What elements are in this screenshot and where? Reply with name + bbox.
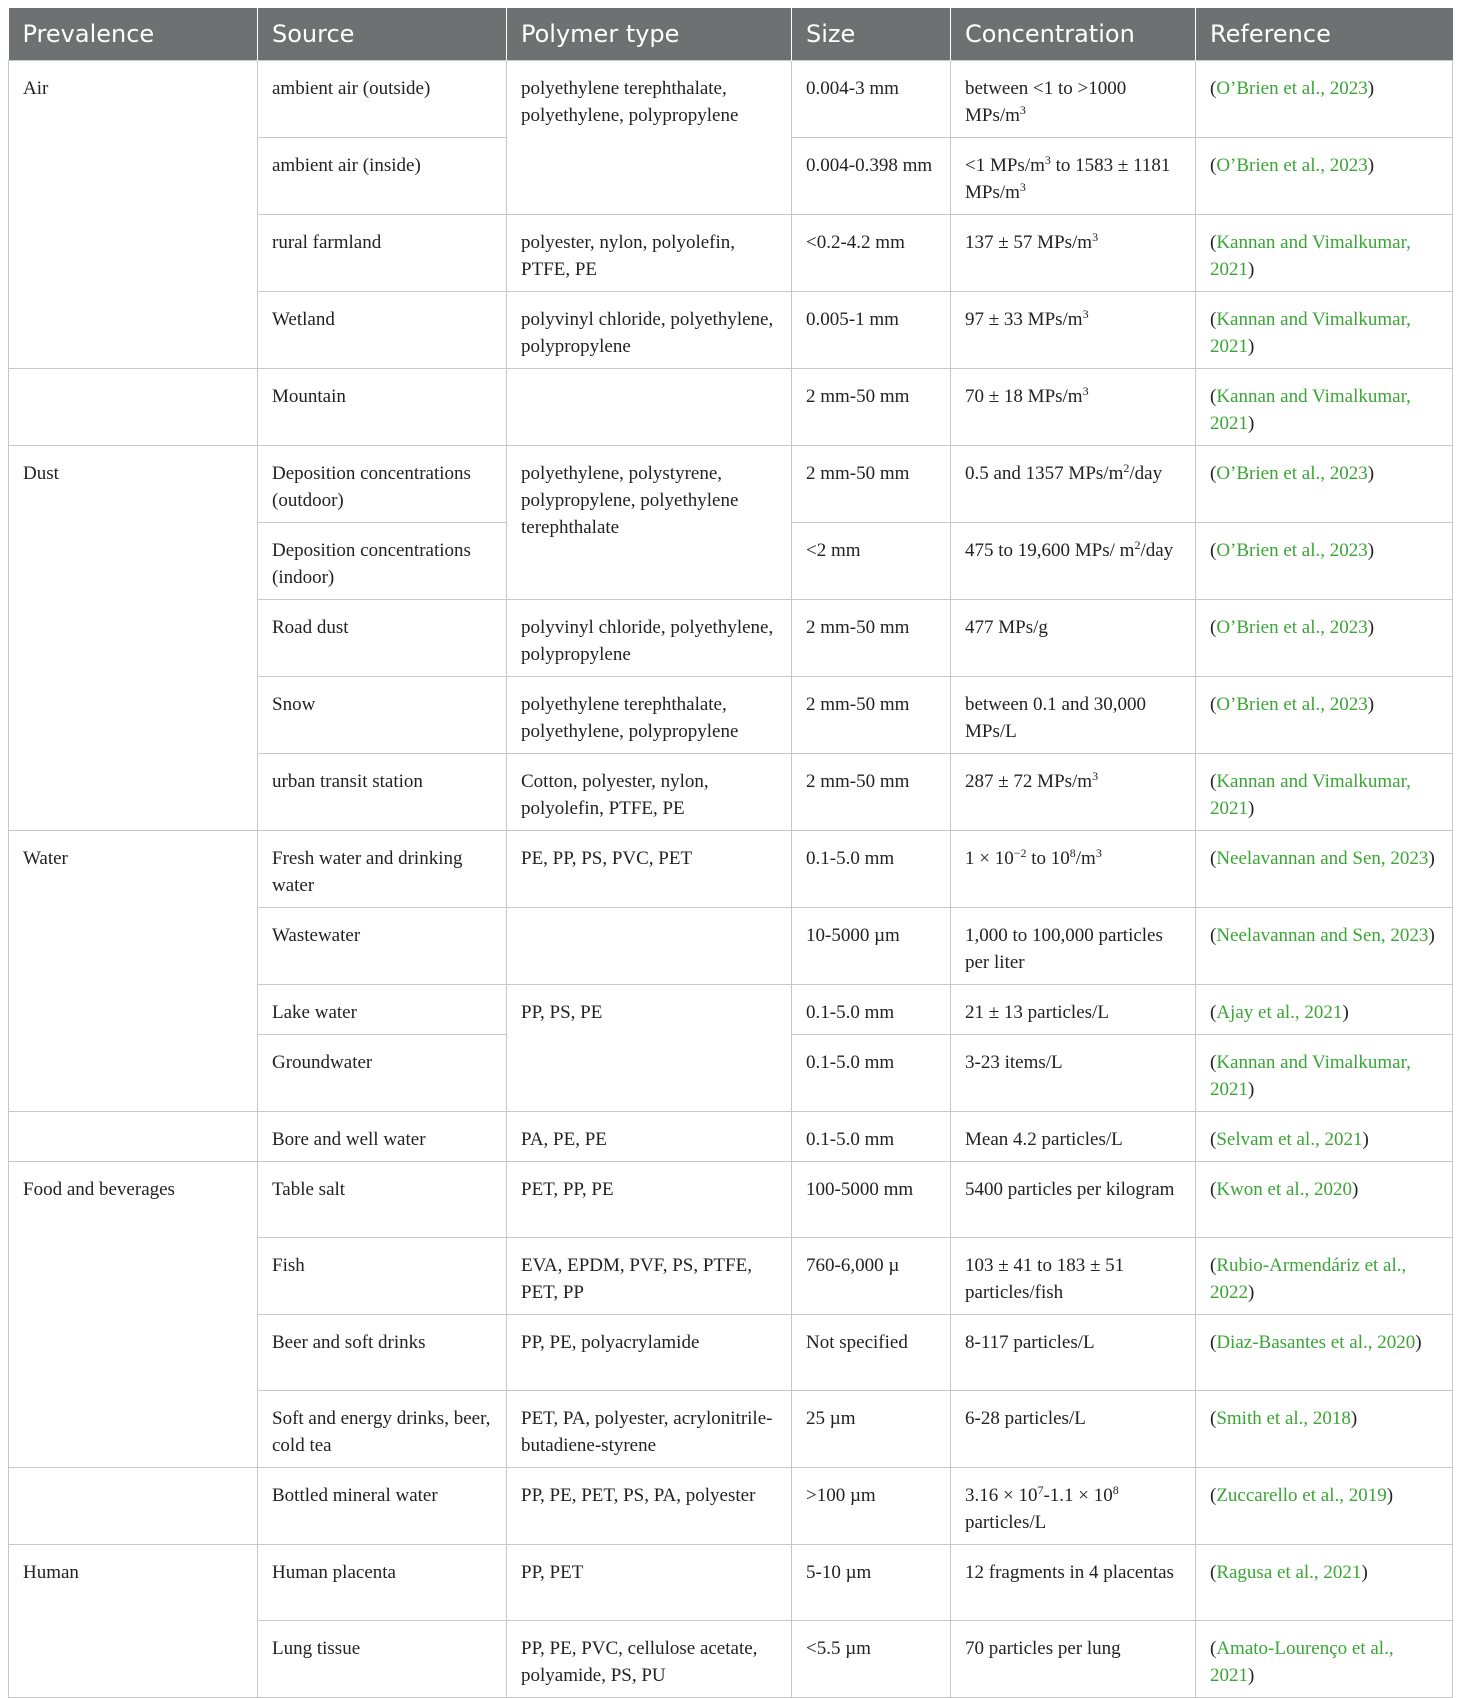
reference-link[interactable]: Smith et al., 2018 <box>1216 1407 1351 1429</box>
table-row <box>9 1111 1453 1161</box>
polymer-cell: PP, PET <box>507 1544 792 1620</box>
reference-link[interactable]: O’Brien et al., 2023 <box>1216 539 1368 561</box>
size-cell: 0.1-5.0 mm <box>792 984 951 1034</box>
reference-link[interactable]: Ragusa et al., 2021 <box>1216 1561 1362 1583</box>
size-cell: 5-10 µm <box>792 1544 951 1620</box>
size-cell: 100-5000 mm <box>792 1161 951 1237</box>
reference-link[interactable]: Diaz-Basantes et al., 2020 <box>1216 1331 1416 1353</box>
source-cell: Table salt <box>258 1161 507 1237</box>
reference-link[interactable]: Kannan and Vimalkumar, 2021 <box>1210 231 1411 280</box>
polymer-cell: PP, PE, polyacrylamide <box>507 1314 792 1390</box>
polymer-cell: polyethylene, polystyrene, polypropylene, polyethylene terephthalate <box>507 445 792 599</box>
polymer-cell: polyethylene terephthalate, polyethylene, polypropylene <box>507 676 792 753</box>
source-cell: Wastewater <box>258 907 507 984</box>
source-cell: Wetland <box>258 291 507 368</box>
source-cell: Bore and well water <box>258 1111 507 1161</box>
reference-cell: (Kannan and Vimalkumar, 2021) <box>1196 368 1453 445</box>
reference-link[interactable]: O’Brien et al., 2023 <box>1216 616 1368 638</box>
table-row <box>9 60 1453 137</box>
source-cell: Road dust <box>258 599 507 676</box>
polymer-cell: polyvinyl chloride, polyethylene, polypropylene <box>507 291 792 368</box>
reference-link[interactable]: Kannan and Vimalkumar, 2021 <box>1210 1051 1411 1100</box>
source-cell: Bottled mineral water <box>258 1467 507 1544</box>
concentration-cell: 0.5 and 1357 MPs/$m^2$/day <box>951 445 1196 522</box>
reference-link[interactable]: Neelavannan and Sen, 2023 <box>1216 924 1429 946</box>
concentration-cell: 3-23 items/L <box>951 1034 1196 1111</box>
header-polymer-type: Polymer type <box>507 8 792 60</box>
reference-link[interactable]: Selvam et al., 2021 <box>1216 1128 1363 1150</box>
size-cell: 0.005-1 mm <box>792 291 951 368</box>
prevalence-cell <box>9 368 258 445</box>
header-size: Size <box>792 8 951 60</box>
size-cell: 2 mm-50 mm <box>792 599 951 676</box>
size-cell: 2 mm-50 mm <box>792 753 951 830</box>
data-table-container <box>8 8 1452 1698</box>
concentration-cell: between <1 to >1000 MPs/$m^3$ <box>951 60 1196 137</box>
source-cell: Deposition concentrations (outdoor) <box>258 445 507 522</box>
reference-cell: (Ragusa et al., 2021) <box>1196 1544 1453 1620</box>
size-cell: <0.2-4.2 mm <box>792 214 951 291</box>
reference-cell: (O’Brien et al., 2023) <box>1196 137 1453 214</box>
reference-link[interactable]: Kannan and Vimalkumar, 2021 <box>1210 385 1411 434</box>
table-row <box>9 445 1453 522</box>
reference-cell: (Kwon et al., 2020) <box>1196 1161 1453 1237</box>
reference-link[interactable]: Ajay et al., 2021 <box>1216 1001 1343 1023</box>
polymer-cell: PP, PS, PE <box>507 984 792 1111</box>
reference-cell: (Smith et al., 2018) <box>1196 1390 1453 1467</box>
concentration-cell: 5400 particles per kilogram <box>951 1161 1196 1237</box>
size-cell: <5.5 µm <box>792 1620 951 1697</box>
reference-cell: (Selvam et al., 2021) <box>1196 1111 1453 1161</box>
concentration-cell: 70 ± 18 MPs/$m^3$ <box>951 368 1196 445</box>
reference-link[interactable]: Kannan and Vimalkumar, 2021 <box>1210 308 1411 357</box>
concentration-cell: 287 ± 72 MPs/$m^3$ <box>951 753 1196 830</box>
size-cell: 0.004-0.398 mm <box>792 137 951 214</box>
source-cell: urban transit station <box>258 753 507 830</box>
reference-link[interactable]: O’Brien et al., 2023 <box>1216 154 1368 176</box>
reference-link[interactable]: Neelavannan and Sen, 2023 <box>1216 847 1429 869</box>
source-cell: Deposition concentrations (indoor) <box>258 522 507 599</box>
concentration-cell: 21 ± 13 particles/L <box>951 984 1196 1034</box>
polymer-cell: PA, PE, PE <box>507 1111 792 1161</box>
polymer-cell: polyester, nylon, polyolefin, PTFE, PE <box>507 214 792 291</box>
reference-cell: (Kannan and Vimalkumar, 2021) <box>1196 753 1453 830</box>
polymer-cell: PP, PE, PET, PS, PA, polyester <box>507 1467 792 1544</box>
reference-cell: (Kannan and Vimalkumar, 2021) <box>1196 1034 1453 1111</box>
source-cell: Groundwater <box>258 1034 507 1111</box>
reference-cell: (Diaz-Basantes et al., 2020) <box>1196 1314 1453 1390</box>
polymer-cell: PET, PA, polyester, acrylonitrile-butadiene-styrene <box>507 1390 792 1467</box>
table-row <box>9 1467 1453 1544</box>
header-prevalence: Prevalence <box>9 8 258 60</box>
prevalence-cell: Food and beverages <box>9 1161 258 1467</box>
reference-link[interactable]: Zuccarello et al., 2019 <box>1216 1484 1387 1506</box>
size-cell: 0.1-5.0 mm <box>792 830 951 907</box>
reference-cell: (Kannan and Vimalkumar, 2021) <box>1196 214 1453 291</box>
size-cell: Not specified <box>792 1314 951 1390</box>
polymer-cell: PP, PE, PVC, cellulose acetate, polyamide, PS, PU <box>507 1620 792 1697</box>
reference-cell: (O’Brien et al., 2023) <box>1196 60 1453 137</box>
size-cell: <2 mm <box>792 522 951 599</box>
concentration-cell: <1 MPs/$m^3$ to 1583 ± 1181 MPs/$m^3$ <box>951 137 1196 214</box>
table-row <box>9 830 1453 907</box>
table-row <box>9 368 1453 445</box>
reference-cell: (Neelavannan and Sen, 2023) <box>1196 907 1453 984</box>
source-cell: Human placenta <box>258 1544 507 1620</box>
size-cell: 2 mm-50 mm <box>792 368 951 445</box>
concentration-cell: 477 MPs/g <box>951 599 1196 676</box>
source-cell: Fresh water and drinking water <box>258 830 507 907</box>
polymer-cell: EVA, EPDM, PVF, PS, PTFE, PET, PP <box>507 1237 792 1314</box>
reference-link[interactable]: O’Brien et al., 2023 <box>1216 693 1368 715</box>
concentration-cell: 97 ± 33 MPs/$m^3$ <box>951 291 1196 368</box>
size-cell: 10-5000 µm <box>792 907 951 984</box>
reference-link[interactable]: O’Brien et al., 2023 <box>1216 77 1368 99</box>
prevalence-cell: Human <box>9 1544 258 1697</box>
source-cell: Mountain <box>258 368 507 445</box>
source-cell: Snow <box>258 676 507 753</box>
concentration-cell: 137 ± 57 MPs/$m^3$ <box>951 214 1196 291</box>
reference-cell: (Kannan and Vimalkumar, 2021) <box>1196 291 1453 368</box>
size-cell: 0.004-3 mm <box>792 60 951 137</box>
prevalence-cell <box>9 1467 258 1544</box>
source-cell: rural farmland <box>258 214 507 291</box>
size-cell: 0.1-5.0 mm <box>792 1111 951 1161</box>
size-cell: 760-6,000 µ <box>792 1237 951 1314</box>
table-row <box>9 1544 1453 1620</box>
size-cell: 2 mm-50 mm <box>792 445 951 522</box>
source-cell: ambient air (inside) <box>258 137 507 214</box>
reference-cell: (Rubio-Armendáriz et al., 2022) <box>1196 1237 1453 1314</box>
source-cell: Soft and energy drinks, beer, cold tea <box>258 1390 507 1467</box>
header-reference: Reference <box>1196 8 1453 60</box>
reference-cell: (Zuccarello et al., 2019) <box>1196 1467 1453 1544</box>
polymer-cell: polyethylene terephthalate, polyethylene, polypropylene <box>507 60 792 214</box>
source-cell: Beer and soft drinks <box>258 1314 507 1390</box>
size-cell: >100 µm <box>792 1467 951 1544</box>
concentration-cell: $1 \times 10^{-2}$ to $10^8/m^3$ <box>951 830 1196 907</box>
concentration-cell: Mean 4.2 particles/L <box>951 1111 1196 1161</box>
concentration-cell: 12 fragments in 4 placentas <box>951 1544 1196 1620</box>
concentration-cell: 70 particles per lung <box>951 1620 1196 1697</box>
microplastics-table <box>8 8 1453 1698</box>
concentration-cell: 8-117 particles/L <box>951 1314 1196 1390</box>
polymer-cell: PE, PP, PS, PVC, PET <box>507 830 792 907</box>
polymer-cell: polyvinyl chloride, polyethylene, polypropylene <box>507 599 792 676</box>
concentration-cell: 6-28 particles/L <box>951 1390 1196 1467</box>
reference-cell: (Amato-Lourenço et al., 2021) <box>1196 1620 1453 1697</box>
source-cell: Lung tissue <box>258 1620 507 1697</box>
reference-link[interactable]: Kannan and Vimalkumar, 2021 <box>1210 770 1411 819</box>
concentration-cell: 103 ± 41 to 183 ± 51 particles/fish <box>951 1237 1196 1314</box>
reference-link[interactable]: Amato-Lourenço et al., 2021 <box>1210 1637 1394 1686</box>
source-cell: Fish <box>258 1237 507 1314</box>
size-cell: 0.1-5.0 mm <box>792 1034 951 1111</box>
reference-cell: (Ajay et al., 2021) <box>1196 984 1453 1034</box>
header-concentration: Concentration <box>951 8 1196 60</box>
prevalence-cell: Water <box>9 830 258 1111</box>
polymer-cell <box>507 368 792 445</box>
polymer-cell: Cotton, polyester, nylon, polyolefin, PTFE, PE <box>507 753 792 830</box>
header-row <box>9 8 1453 60</box>
size-cell: 25 µm <box>792 1390 951 1467</box>
reference-link[interactable]: Rubio-Armendáriz et al., 2022 <box>1210 1254 1407 1303</box>
prevalence-cell: Dust <box>9 445 258 830</box>
prevalence-cell <box>9 1111 258 1161</box>
reference-cell: (O’Brien et al., 2023) <box>1196 599 1453 676</box>
reference-link[interactable]: O’Brien et al., 2023 <box>1216 462 1368 484</box>
concentration-cell: 1,000 to 100,000 particles per liter <box>951 907 1196 984</box>
reference-link[interactable]: Kwon et al., 2020 <box>1216 1178 1352 1200</box>
source-cell: Lake water <box>258 984 507 1034</box>
reference-cell: (O’Brien et al., 2023) <box>1196 676 1453 753</box>
source-cell: ambient air (outside) <box>258 60 507 137</box>
reference-cell: (Neelavannan and Sen, 2023) <box>1196 830 1453 907</box>
concentration-cell: 475 to 19,600 MPs/ $m^2$/day <box>951 522 1196 599</box>
concentration-cell: between 0.1 and 30,000 MPs/L <box>951 676 1196 753</box>
table-row <box>9 1161 1453 1237</box>
size-cell: 2 mm-50 mm <box>792 676 951 753</box>
concentration-cell: $3.16 \times 10^7-1.1 \times 10^8$ particles/L <box>951 1467 1196 1544</box>
prevalence-cell: Air <box>9 60 258 368</box>
polymer-cell: PET, PP, PE <box>507 1161 792 1237</box>
polymer-cell <box>507 907 792 984</box>
header-source: Source <box>258 8 507 60</box>
reference-cell: (O’Brien et al., 2023) <box>1196 445 1453 522</box>
reference-cell: (O’Brien et al., 2023) <box>1196 522 1453 599</box>
